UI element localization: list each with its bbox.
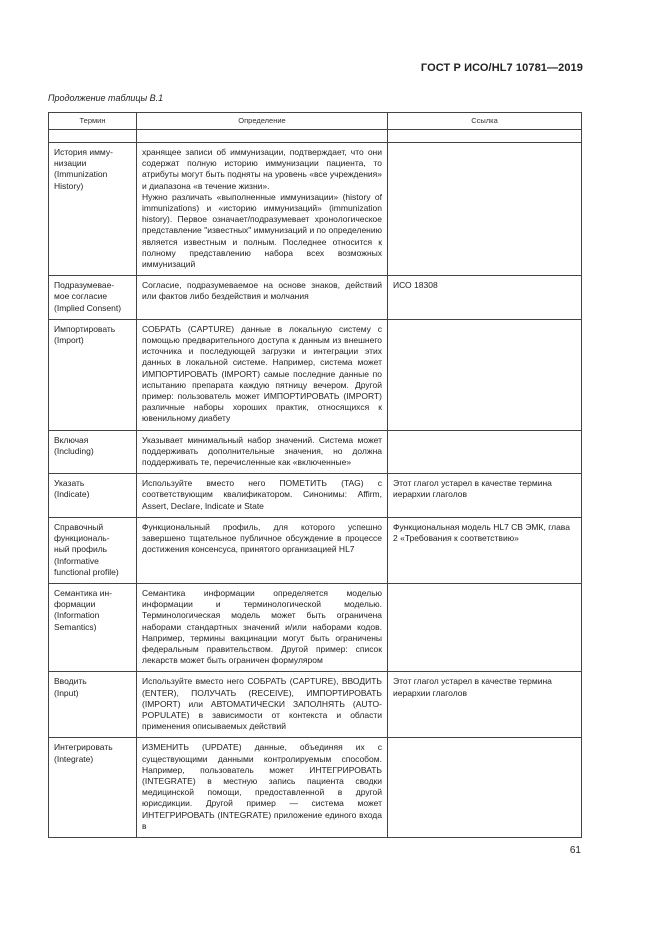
table-row	[49, 738, 582, 838]
header-reference: Ссылка	[388, 113, 582, 130]
term-line: История имму-	[54, 147, 113, 157]
definition-paragraph: Нужно различать «выполненные иммунизации» (history of immunizations) и «историю иммунизаций» (immunization history). Первое означает/подразумевает хронологическое представление "известных" иммунизаций и по определению является известным и полным. Последнее относится к полному представлению набора всех возможных иммунизаций	[142, 191, 382, 270]
table-row	[49, 430, 582, 474]
term-cell	[49, 430, 137, 474]
term-line: ный профиль	[54, 544, 108, 555]
definition-paragraph: Указывает минимальный набор значений. Система может поддерживать дополнительные значения, но должна поддерживать те, перечисленные как «включенные»	[142, 434, 382, 468]
term-line: (Indicate)	[54, 489, 90, 500]
definition-paragraph: Функциональный профиль, для которого успешно завершено тщательное публичное обсуждение в процессе достижения консенсуса, принятого организацией HL7	[142, 521, 382, 555]
table-body	[49, 130, 582, 838]
term-line: Интегрировать	[54, 742, 113, 753]
definition-cell	[137, 143, 388, 276]
term-line: формации	[54, 599, 96, 610]
table-row	[49, 672, 582, 738]
definition-cell	[137, 319, 388, 430]
term-line: Импортировать	[54, 323, 116, 334]
definition-cell	[137, 583, 388, 671]
term-line: Вводить	[54, 676, 87, 687]
term-line: (Integrate)	[54, 753, 94, 764]
table-row	[49, 276, 582, 320]
terms-table	[48, 112, 582, 838]
reference-cell: Этот глагол устарел в качестве термина иерархии глаголов	[388, 672, 582, 738]
term-line: (Informative	[54, 555, 99, 566]
document-header: ГОСТ Р ИСО/HL7 10781—2019	[420, 62, 583, 74]
term-line: Семантика ин-	[54, 587, 113, 598]
reference-cell	[388, 319, 582, 430]
term-line: низации	[54, 158, 87, 169]
term-line: Подразумевае-	[54, 280, 115, 291]
table-row	[49, 143, 582, 276]
term-cell	[49, 517, 137, 583]
definition-cell	[137, 517, 388, 583]
term-line: Включая	[54, 434, 89, 445]
term-line: History)	[54, 180, 84, 191]
table-row	[49, 517, 582, 583]
term-line: (Information	[54, 610, 100, 621]
term-cell	[49, 143, 137, 276]
table-row	[49, 583, 582, 671]
table-row	[49, 474, 582, 518]
term-line: (Including)	[54, 445, 94, 456]
page-number: 61	[569, 845, 581, 856]
term-cell	[49, 738, 137, 838]
term-line: мое согласие	[54, 291, 108, 302]
table-header-row	[49, 113, 582, 130]
term-line: (Import)	[54, 335, 84, 346]
reference-cell: ИСО 18308	[388, 276, 582, 320]
table-row	[49, 319, 582, 430]
reference-cell: Этот глагол устарел в качестве термина иерархии глаголов	[388, 474, 582, 518]
term-cell	[49, 474, 137, 518]
reference-cell	[388, 143, 582, 276]
definition-paragraph: ИЗМЕНИТЬ (UPDATE) данные, объединяя их с существующими данными контролируемым способом. Например, пользователь может ИНТЕГРИРОВАТЬ (INTEGRATE) в местную запись пациента сводки медицинской помощи, предоставленной в другой юрисдикции. Другой пример — система может ИНТЕГРИРОВАТЬ (INTEGRATE) приложение единого входа в	[142, 742, 382, 831]
definition-cell	[137, 276, 388, 320]
term-cell	[49, 672, 137, 738]
reference-cell	[388, 583, 582, 671]
definition-cell	[137, 430, 388, 474]
term-cell	[49, 319, 137, 430]
term-line: Справочный	[54, 521, 104, 532]
definition-paragraph: Используйте вместо него СОБРАТЬ (CAPTURE), ВВОДИТЬ (ENTER), ПОЛУЧАТЬ (RECEIVE), ИМПОРТИРОВАТЬ (IMPORT) или АВТОМАТИЧЕСКИ ЗАПОЛНЯТЬ (AUTO-POPULATE) в зависимости от контекста и области применения описываемых действий	[142, 676, 382, 732]
term-line: (Immunization	[54, 169, 108, 180]
definition-paragraph: Семантика информации определяется моделью информации и терминологической моделью. Терминологическая модель может быть ограничена наборами стандартных значений и/или наборами кодов. Например, термины вакцинации могут быть ограничены федеральным правительством. Другой пример: список лекарств может быть ограничен формуляром	[142, 587, 382, 666]
header-definition: Определение	[137, 113, 388, 130]
term-line: Semantics)	[54, 621, 97, 632]
definition-cell	[137, 474, 388, 518]
term-line: Указать	[54, 478, 85, 489]
reference-cell: Функциональная модель HL7 СВ ЭМК, глава 2 «Требования к соответствию»	[388, 517, 582, 583]
definition-paragraph: хранящее записи об иммунизации, подтверждает, что они содержат полную историю иммунизации пациента, то атрибуты могут быть подняты на уровень «все учреждения» и диапазона «в течение жизни».	[142, 147, 382, 191]
definition-cell	[137, 672, 388, 738]
definition-paragraph: Используйте вместо него ПОМЕТИТЬ (TAG) с соответствующим квалификатором. Синонимы: Affirm, Assert, Declare, Indicate и State	[142, 478, 382, 511]
term-cell	[49, 276, 137, 320]
header-term: Термин	[49, 113, 137, 130]
term-line: functional profile)	[54, 566, 119, 577]
table-caption: Продолжение таблицы В.1	[48, 93, 164, 103]
term-line: (Input)	[54, 687, 79, 698]
reference-cell	[388, 738, 582, 838]
reference-cell	[388, 430, 582, 474]
term-line: функциональ-	[54, 533, 110, 544]
definition-paragraph: СОБРАТЬ (CAPTURE) данные в локальную систему с помощью предварительного доступа к данным из внешнего источника и последующей загрузки и интеграции этих данных в локальной системе. Например, система может ИМПОРТИРОВАТЬ (IMPORT) самые последние данные по испытанию препарата каждую пятницу вечером. Другой пример: пользователь может ИМПОРТИРОВАТЬ (IMPORT) различные наборы хороших практик, относящихся к ювенильному диабету	[142, 323, 382, 424]
table-spacer-row	[49, 130, 582, 143]
definition-cell	[137, 738, 388, 838]
term-line: (Implied Consent)	[54, 302, 122, 313]
term-cell	[49, 583, 137, 671]
definition-paragraph: Согласие, подразумеваемое на основе знаков, действий или фактов либо бездействия и молчания	[142, 280, 382, 302]
